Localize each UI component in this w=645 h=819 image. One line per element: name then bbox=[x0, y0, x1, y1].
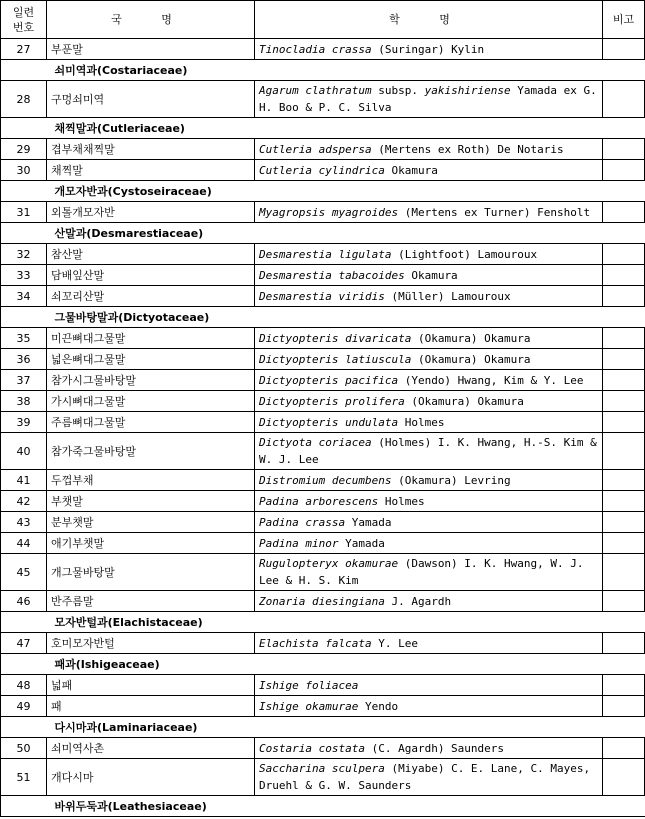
header-remarks: 비고 bbox=[603, 1, 645, 39]
korean-name: 부푼말 bbox=[47, 39, 255, 60]
remarks-cell bbox=[603, 202, 645, 223]
family-number-cell bbox=[1, 223, 47, 244]
table-row bbox=[1, 328, 645, 349]
table-body bbox=[1, 39, 645, 817]
scientific-name-authority: J. Agardh bbox=[384, 594, 452, 608]
table-row bbox=[1, 591, 645, 612]
scientific-name bbox=[255, 39, 603, 60]
scientific-name-binomial: Ishige okamurae bbox=[259, 699, 359, 713]
serial-number: 39 bbox=[1, 412, 47, 433]
table-row bbox=[1, 433, 645, 470]
serial-number: 44 bbox=[1, 533, 47, 554]
remarks-cell bbox=[603, 286, 645, 307]
family-name: 채찍말과(Cutleriaceae) bbox=[47, 118, 645, 139]
scientific-name bbox=[255, 412, 603, 433]
family-name: 산말과(Desmarestiaceae) bbox=[47, 223, 645, 244]
remarks-cell bbox=[603, 433, 645, 470]
scientific-name bbox=[255, 738, 603, 759]
remarks-cell bbox=[603, 759, 645, 796]
scientific-name-binomial: yakishiriense bbox=[424, 84, 511, 97]
korean-name: 분부챗말 bbox=[47, 512, 255, 533]
scientific-name-binomial: Padina arborescens bbox=[259, 494, 379, 508]
remarks-cell bbox=[603, 470, 645, 491]
korean-name: 겹부채채찍말 bbox=[47, 139, 255, 160]
family-name: 그물바탕말과(Dictyotaceae) bbox=[47, 307, 645, 328]
scientific-name bbox=[255, 512, 603, 533]
scientific-name-authority: (Yendo) Hwang, Kim & Y. Lee bbox=[398, 373, 584, 387]
remarks-cell bbox=[603, 244, 645, 265]
scientific-name bbox=[255, 433, 603, 470]
korean-name: 담배잎산말 bbox=[47, 265, 255, 286]
serial-number: 42 bbox=[1, 491, 47, 512]
table-row bbox=[1, 265, 645, 286]
header-number-line2: 번호 bbox=[12, 20, 35, 34]
korean-name: 쇠꼬리산말 bbox=[47, 286, 255, 307]
remarks-cell bbox=[603, 39, 645, 60]
scientific-name-binomial: Myagropsis myagroides bbox=[259, 205, 399, 219]
serial-number: 27 bbox=[1, 39, 47, 60]
serial-number: 34 bbox=[1, 286, 47, 307]
scientific-name-authority: Holmes bbox=[378, 494, 425, 508]
korean-name: 참산말 bbox=[47, 244, 255, 265]
family-row bbox=[1, 654, 645, 675]
korean-name: 가시뼈대그물말 bbox=[47, 391, 255, 412]
table-row bbox=[1, 759, 645, 796]
scientific-name-authority: Yamada ex G. H. Boo & P. C. Silva bbox=[259, 84, 597, 114]
scientific-name-authority: Yamada bbox=[338, 536, 385, 550]
family-number-cell bbox=[1, 796, 47, 817]
scientific-name bbox=[255, 391, 603, 412]
korean-name: 반주름말 bbox=[47, 591, 255, 612]
family-name: 모자반털과(Elachistaceae) bbox=[47, 612, 645, 633]
scientific-name bbox=[255, 533, 603, 554]
remarks-cell bbox=[603, 370, 645, 391]
korean-name: 구멍쇠미역 bbox=[47, 81, 255, 118]
scientific-name bbox=[255, 160, 603, 181]
remarks-cell bbox=[603, 349, 645, 370]
scientific-name-binomial: Rugulopteryx okamurae bbox=[259, 557, 399, 570]
remarks-cell bbox=[603, 696, 645, 717]
remarks-cell bbox=[603, 139, 645, 160]
scientific-name-authority: (Okamura) Levring bbox=[391, 473, 511, 487]
korean-name: 쇠미역사촌 bbox=[47, 738, 255, 759]
scientific-name-binomial: Tinocladia crassa bbox=[259, 42, 372, 56]
scientific-name-binomial: Dictyopteris pacifica bbox=[259, 373, 399, 387]
serial-number: 33 bbox=[1, 265, 47, 286]
family-row bbox=[1, 60, 645, 81]
remarks-cell bbox=[603, 491, 645, 512]
korean-name: 넓은뼈대그물말 bbox=[47, 349, 255, 370]
remarks-cell bbox=[603, 554, 645, 591]
korean-name: 채찍말 bbox=[47, 160, 255, 181]
scientific-name-authority: (Lightfoot) Lamouroux bbox=[391, 247, 538, 261]
family-row bbox=[1, 181, 645, 202]
scientific-name-authority: (C. Agardh) Saunders bbox=[364, 741, 505, 755]
serial-number: 41 bbox=[1, 470, 47, 491]
remarks-cell bbox=[603, 633, 645, 654]
korean-name: 참가죽그물바탕말 bbox=[47, 433, 255, 470]
serial-number: 47 bbox=[1, 633, 47, 654]
serial-number: 29 bbox=[1, 139, 47, 160]
scientific-name-binomial: Cutleria cylindrica bbox=[259, 163, 385, 177]
scientific-name-authority: (Müller) Lamouroux bbox=[384, 289, 511, 303]
scientific-name-authority: (Dawson) I. K. Hwang, W. J. Lee & H. S. Kim bbox=[259, 557, 584, 587]
scientific-name-binomial: Dictyopteris latiuscula bbox=[259, 352, 412, 366]
scientific-name-binomial: Dictyopteris divaricata bbox=[259, 331, 412, 345]
family-name: 패과(Ishigeaceae) bbox=[47, 654, 645, 675]
korean-name: 외톨개모자반 bbox=[47, 202, 255, 223]
family-name: 개모자반과(Cystoseiraceae) bbox=[47, 181, 645, 202]
scientific-name bbox=[255, 370, 603, 391]
scientific-name-authority: (Mertens ex Turner) Fensholt bbox=[398, 205, 591, 219]
scientific-name bbox=[255, 265, 603, 286]
header-scientific-name: 학 명 bbox=[255, 1, 603, 39]
korean-name: 개그물바탕말 bbox=[47, 554, 255, 591]
scientific-name-binomial: Dictyopteris prolifera bbox=[259, 394, 405, 408]
scientific-name bbox=[255, 349, 603, 370]
remarks-cell bbox=[603, 81, 645, 118]
table-row bbox=[1, 470, 645, 491]
scientific-name-authority: (Okamura) Okamura bbox=[404, 394, 524, 408]
remarks-cell bbox=[603, 265, 645, 286]
table-row bbox=[1, 696, 645, 717]
family-number-cell bbox=[1, 717, 47, 738]
table-row bbox=[1, 349, 645, 370]
serial-number: 38 bbox=[1, 391, 47, 412]
remarks-cell bbox=[603, 160, 645, 181]
family-row bbox=[1, 307, 645, 328]
scientific-name bbox=[255, 696, 603, 717]
scientific-name bbox=[255, 328, 603, 349]
remarks-cell bbox=[603, 512, 645, 533]
header-korean-name: 국 명 bbox=[47, 1, 255, 39]
scientific-name bbox=[255, 633, 603, 654]
scientific-name-binomial: Distromium decumbens bbox=[259, 473, 392, 487]
family-row bbox=[1, 612, 645, 633]
korean-name: 부챗말 bbox=[47, 491, 255, 512]
scientific-name-binomial: Agarum clathratum bbox=[259, 84, 372, 97]
serial-number: 37 bbox=[1, 370, 47, 391]
korean-name: 두껍부채 bbox=[47, 470, 255, 491]
scientific-name-authority: (Suringar) Kylin bbox=[371, 42, 485, 56]
family-name: 바위두둑과(Leathesiaceae) bbox=[47, 796, 645, 817]
scientific-name-binomial: Saccharina sculpera bbox=[259, 762, 385, 775]
scientific-name-binomial: Desmarestia viridis bbox=[259, 289, 385, 303]
scientific-name-binomial: Dictyota coriacea bbox=[259, 436, 372, 449]
serial-number: 45 bbox=[1, 554, 47, 591]
table-row bbox=[1, 738, 645, 759]
family-name: 다시마과(Laminariaceae) bbox=[47, 717, 645, 738]
table-row bbox=[1, 491, 645, 512]
table-row bbox=[1, 160, 645, 181]
remarks-cell bbox=[603, 591, 645, 612]
family-number-cell bbox=[1, 307, 47, 328]
scientific-name-authority: Yendo bbox=[358, 699, 399, 713]
scientific-name-authority: (Miyabe) C. E. Lane, C. Mayes, Druehl & G. W. Saunders bbox=[259, 762, 591, 792]
serial-number: 36 bbox=[1, 349, 47, 370]
header-number-line1: 일련 bbox=[12, 5, 35, 19]
remarks-cell bbox=[603, 412, 645, 433]
family-number-cell bbox=[1, 654, 47, 675]
serial-number: 31 bbox=[1, 202, 47, 223]
scientific-name-binomial: Costaria costata bbox=[259, 741, 365, 755]
korean-name: 넓패 bbox=[47, 675, 255, 696]
scientific-name bbox=[255, 554, 603, 591]
table-row bbox=[1, 412, 645, 433]
scientific-name-authority: Okamura bbox=[404, 268, 458, 282]
table-row bbox=[1, 675, 645, 696]
remarks-cell bbox=[603, 391, 645, 412]
scientific-name-authority: Y. Lee bbox=[371, 636, 418, 650]
serial-number: 32 bbox=[1, 244, 47, 265]
remarks-cell bbox=[603, 533, 645, 554]
korean-name: 참가시그물바탕말 bbox=[47, 370, 255, 391]
scientific-name bbox=[255, 759, 603, 796]
scientific-name bbox=[255, 244, 603, 265]
serial-number: 49 bbox=[1, 696, 47, 717]
remarks-cell bbox=[603, 328, 645, 349]
scientific-name-binomial: Elachista falcata bbox=[259, 636, 372, 650]
remarks-cell bbox=[603, 738, 645, 759]
scientific-name bbox=[255, 139, 603, 160]
serial-number: 30 bbox=[1, 160, 47, 181]
table-row bbox=[1, 139, 645, 160]
serial-number: 28 bbox=[1, 81, 47, 118]
header-number bbox=[1, 1, 47, 39]
family-number-cell bbox=[1, 118, 47, 139]
scientific-name-authority: (Holmes) I. K. Hwang, H.-S. Kim & W. J. Lee bbox=[259, 436, 597, 466]
family-row bbox=[1, 223, 645, 244]
table-row bbox=[1, 391, 645, 412]
serial-number: 46 bbox=[1, 591, 47, 612]
family-number-cell bbox=[1, 181, 47, 202]
scientific-name bbox=[255, 491, 603, 512]
serial-number: 51 bbox=[1, 759, 47, 796]
table-row bbox=[1, 633, 645, 654]
korean-name: 미끈뼈대그물말 bbox=[47, 328, 255, 349]
table-header-row bbox=[1, 1, 645, 39]
serial-number: 40 bbox=[1, 433, 47, 470]
table-row bbox=[1, 554, 645, 591]
family-row bbox=[1, 118, 645, 139]
scientific-name-binomial: Ishige foliacea bbox=[259, 678, 359, 692]
scientific-name bbox=[255, 591, 603, 612]
scientific-name bbox=[255, 675, 603, 696]
family-row bbox=[1, 796, 645, 817]
family-row bbox=[1, 717, 645, 738]
table-row bbox=[1, 244, 645, 265]
scientific-name-binomial: Desmarestia ligulata bbox=[259, 247, 392, 261]
remarks-cell bbox=[603, 675, 645, 696]
serial-number: 35 bbox=[1, 328, 47, 349]
scientific-name-authority: Yamada bbox=[345, 515, 392, 529]
family-name: 쇠미역과(Costariaceae) bbox=[47, 60, 645, 81]
scientific-name-binomial: Dictyopteris undulata bbox=[259, 415, 399, 429]
scientific-name-authority: Okamura bbox=[384, 163, 438, 177]
korean-name: 호미모자반털 bbox=[47, 633, 255, 654]
family-number-cell bbox=[1, 60, 47, 81]
table-row bbox=[1, 286, 645, 307]
family-number-cell bbox=[1, 612, 47, 633]
serial-number: 50 bbox=[1, 738, 47, 759]
scientific-name-binomial: Desmarestia tabacoides bbox=[259, 268, 405, 282]
table-row bbox=[1, 533, 645, 554]
korean-name: 애기부챗말 bbox=[47, 533, 255, 554]
table-row bbox=[1, 202, 645, 223]
scientific-name-binomial: Padina minor bbox=[259, 536, 339, 550]
scientific-name bbox=[255, 470, 603, 491]
korean-name: 패 bbox=[47, 696, 255, 717]
scientific-name-authority: (Okamura) Okamura bbox=[411, 331, 531, 345]
korean-name: 개다시마 bbox=[47, 759, 255, 796]
korean-name: 주름뼈대그물말 bbox=[47, 412, 255, 433]
scientific-name bbox=[255, 81, 603, 118]
scientific-name-binomial: Cutleria adspersa bbox=[259, 142, 372, 156]
scientific-name bbox=[255, 286, 603, 307]
scientific-name-authority: (Mertens ex Roth) De Notaris bbox=[371, 142, 564, 156]
scientific-name-binomial: Padina crassa bbox=[259, 515, 346, 529]
scientific-name-authority: (Okamura) Okamura bbox=[411, 352, 531, 366]
table-row bbox=[1, 512, 645, 533]
scientific-name bbox=[255, 202, 603, 223]
serial-number: 43 bbox=[1, 512, 47, 533]
table-row bbox=[1, 370, 645, 391]
scientific-name-authority: Holmes bbox=[398, 415, 445, 429]
serial-number: 48 bbox=[1, 675, 47, 696]
scientific-name-binomial: Zonaria diesingiana bbox=[259, 594, 385, 608]
table-row bbox=[1, 39, 645, 60]
table-row bbox=[1, 81, 645, 118]
scientific-name-authority: subsp. bbox=[371, 84, 425, 97]
